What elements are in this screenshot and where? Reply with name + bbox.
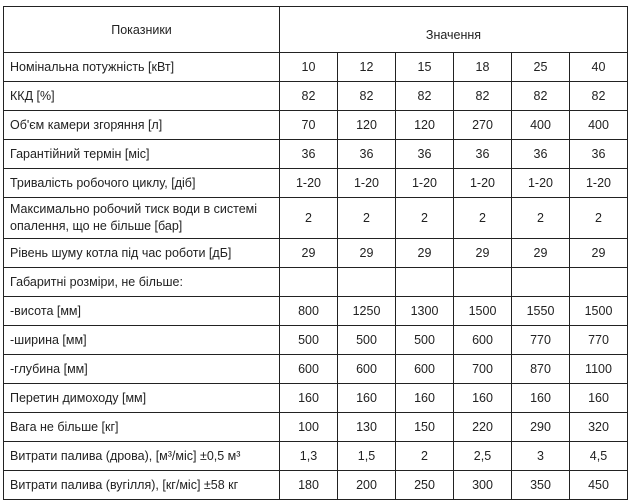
value-cell: 36 xyxy=(512,140,570,169)
value-cell: 1-20 xyxy=(454,169,512,198)
value-cell: 82 xyxy=(338,82,396,111)
value-cell: 770 xyxy=(512,326,570,355)
value-cell: 29 xyxy=(280,239,338,268)
value-cell: 150 xyxy=(396,413,454,442)
value-cell: 500 xyxy=(338,326,396,355)
value-cell: 400 xyxy=(570,111,628,140)
table-row xyxy=(4,140,628,169)
table-row xyxy=(4,239,628,268)
value-cell: 82 xyxy=(396,82,454,111)
value-cell: 29 xyxy=(338,239,396,268)
value-cell: 15 xyxy=(396,53,454,82)
value-cell: 2 xyxy=(512,198,570,239)
value-cell: 2 xyxy=(396,442,454,471)
table-row xyxy=(4,326,628,355)
value-cell: 1-20 xyxy=(570,169,628,198)
value-cell: 1-20 xyxy=(512,169,570,198)
value-cell: 770 xyxy=(570,326,628,355)
value-cell: 1550 xyxy=(512,297,570,326)
value-cell: 82 xyxy=(570,82,628,111)
value-cell: 350 xyxy=(512,471,570,500)
row-label: Габаритні розміри, не більше: xyxy=(4,268,280,297)
value-cell: 270 xyxy=(454,111,512,140)
value-cell: 200 xyxy=(338,471,396,500)
value-cell xyxy=(570,268,628,297)
value-cell: 10 xyxy=(280,53,338,82)
value-cell: 600 xyxy=(454,326,512,355)
value-cell: 70 xyxy=(280,111,338,140)
value-cell xyxy=(280,268,338,297)
value-cell: 1100 xyxy=(570,355,628,384)
value-cell: 160 xyxy=(338,384,396,413)
table-row xyxy=(4,198,628,239)
value-cell: 1,5 xyxy=(338,442,396,471)
value-cell xyxy=(396,268,454,297)
value-cell: 290 xyxy=(512,413,570,442)
value-cell: 700 xyxy=(454,355,512,384)
table-row xyxy=(4,169,628,198)
value-cell: 2 xyxy=(338,198,396,239)
value-cell: 18 xyxy=(454,53,512,82)
value-cell xyxy=(338,268,396,297)
value-cell: 2,5 xyxy=(454,442,512,471)
table-row xyxy=(4,442,628,471)
table-row xyxy=(4,471,628,500)
value-cell: 120 xyxy=(338,111,396,140)
value-cell: 1-20 xyxy=(338,169,396,198)
value-cell: 36 xyxy=(396,140,454,169)
row-label: -ширина [мм] xyxy=(4,326,280,355)
value-cell: 180 xyxy=(280,471,338,500)
value-cell: 500 xyxy=(280,326,338,355)
value-cell: 1-20 xyxy=(280,169,338,198)
value-cell: 1300 xyxy=(396,297,454,326)
table-row xyxy=(4,82,628,111)
value-cell: 82 xyxy=(454,82,512,111)
value-cell: 2 xyxy=(570,198,628,239)
table-row xyxy=(4,268,628,297)
value-cell: 160 xyxy=(512,384,570,413)
value-cell: 2 xyxy=(454,198,512,239)
table-row xyxy=(4,384,628,413)
value-cell: 3 xyxy=(512,442,570,471)
value-cell: 160 xyxy=(454,384,512,413)
value-cell: 160 xyxy=(570,384,628,413)
value-cell: 82 xyxy=(512,82,570,111)
row-label: -глубина [мм] xyxy=(4,355,280,384)
row-label: Номінальна потужність [кВт] xyxy=(4,53,280,82)
value-cell: 2 xyxy=(280,198,338,239)
value-cell: 400 xyxy=(512,111,570,140)
header-parameters: Показники xyxy=(4,7,280,53)
boiler-specs-table xyxy=(3,6,628,500)
row-label: -висота [мм] xyxy=(4,297,280,326)
value-cell: 82 xyxy=(280,82,338,111)
row-label: Рівень шуму котла під час роботи [дБ] xyxy=(4,239,280,268)
value-cell: 2 xyxy=(396,198,454,239)
row-label: Гарантійний термін [міс] xyxy=(4,140,280,169)
value-cell: 1-20 xyxy=(396,169,454,198)
value-cell: 130 xyxy=(338,413,396,442)
value-cell: 800 xyxy=(280,297,338,326)
value-cell: 4,5 xyxy=(570,442,628,471)
value-cell: 40 xyxy=(570,53,628,82)
table-body xyxy=(4,53,628,500)
value-cell: 870 xyxy=(512,355,570,384)
value-cell: 25 xyxy=(512,53,570,82)
table-row xyxy=(4,297,628,326)
value-cell: 300 xyxy=(454,471,512,500)
value-cell: 320 xyxy=(570,413,628,442)
value-cell: 29 xyxy=(396,239,454,268)
value-cell: 220 xyxy=(454,413,512,442)
value-cell: 160 xyxy=(396,384,454,413)
value-cell: 1250 xyxy=(338,297,396,326)
header-values: Значення xyxy=(280,7,628,53)
value-cell: 250 xyxy=(396,471,454,500)
table-row xyxy=(4,413,628,442)
row-label: Вага не більше [кг] xyxy=(4,413,280,442)
row-label: Витрати палива (дрова), [м³/міс] ±0,5 м³ xyxy=(4,442,280,471)
value-cell: 600 xyxy=(338,355,396,384)
row-label: Об'єм камери згоряння [л] xyxy=(4,111,280,140)
row-label: Максимально робочий тиск води в системі опалення, що не більше [бар] xyxy=(4,198,280,239)
table-row xyxy=(4,53,628,82)
row-label: Перетин димоходу [мм] xyxy=(4,384,280,413)
value-cell: 500 xyxy=(396,326,454,355)
value-cell xyxy=(512,268,570,297)
value-cell: 36 xyxy=(338,140,396,169)
value-cell xyxy=(454,268,512,297)
value-cell: 600 xyxy=(280,355,338,384)
row-label: Витрати палива (вугілля), [кг/міс] ±58 кг xyxy=(4,471,280,500)
value-cell: 120 xyxy=(396,111,454,140)
row-label: Тривалість робочого циклу, [діб] xyxy=(4,169,280,198)
value-cell: 12 xyxy=(338,53,396,82)
value-cell: 100 xyxy=(280,413,338,442)
table-row xyxy=(4,111,628,140)
value-cell: 1,3 xyxy=(280,442,338,471)
value-cell: 600 xyxy=(396,355,454,384)
value-cell: 29 xyxy=(454,239,512,268)
value-cell: 36 xyxy=(570,140,628,169)
table-row xyxy=(4,355,628,384)
value-cell: 450 xyxy=(570,471,628,500)
value-cell: 36 xyxy=(454,140,512,169)
value-cell: 36 xyxy=(280,140,338,169)
value-cell: 1500 xyxy=(570,297,628,326)
value-cell: 29 xyxy=(570,239,628,268)
table-header-row xyxy=(4,7,628,53)
value-cell: 29 xyxy=(512,239,570,268)
row-label: ККД [%] xyxy=(4,82,280,111)
value-cell: 160 xyxy=(280,384,338,413)
value-cell: 1500 xyxy=(454,297,512,326)
